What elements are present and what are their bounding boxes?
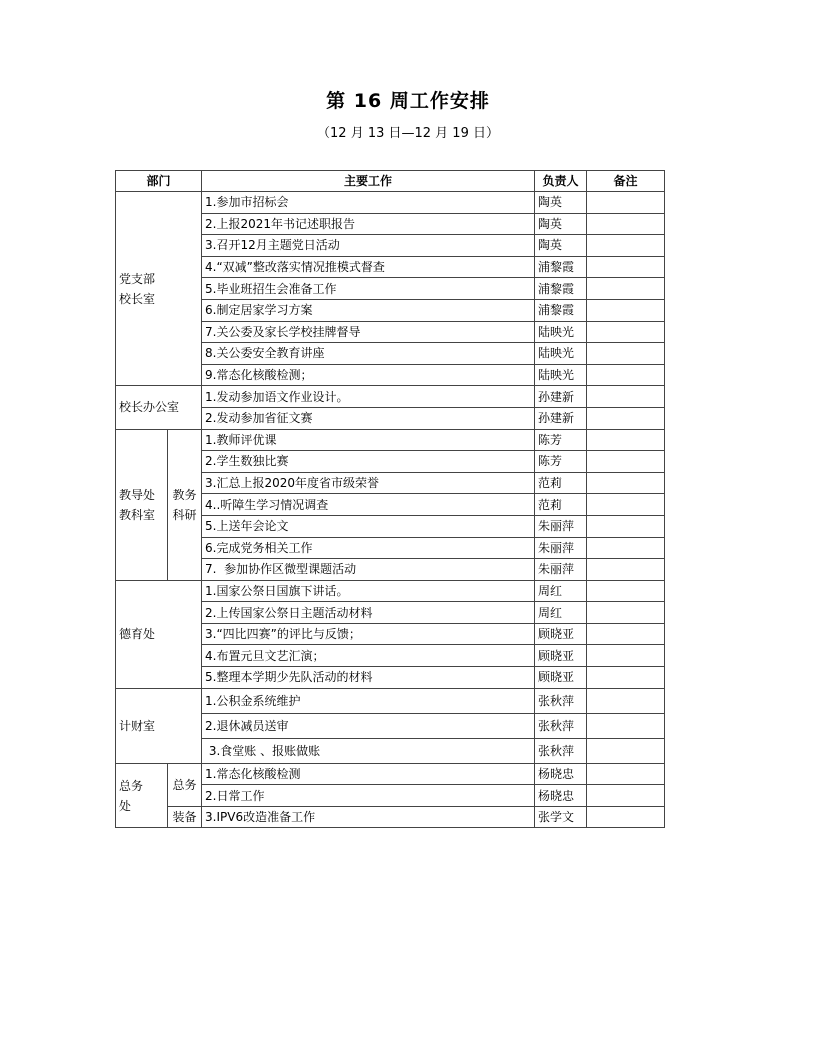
owner-cell: 范莉 xyxy=(535,494,587,516)
owner-cell: 范莉 xyxy=(535,472,587,494)
owner-cell: 张学文 xyxy=(535,806,587,828)
task-cell: 3.汇总上报2020年度省市级荣誉 xyxy=(202,472,535,494)
note-cell xyxy=(587,623,665,645)
note-cell xyxy=(587,321,665,343)
note-cell xyxy=(587,580,665,602)
task-cell: 1.教师评优课 xyxy=(202,429,535,451)
dept-teach: 教导处 教科室 xyxy=(116,429,168,580)
header-note: 备注 xyxy=(587,171,665,192)
note-cell xyxy=(587,537,665,559)
owner-cell: 陶英 xyxy=(535,235,587,257)
owner-cell: 陈芳 xyxy=(535,451,587,473)
owner-cell: 张秋萍 xyxy=(535,688,587,713)
owner-cell: 周红 xyxy=(535,602,587,624)
note-cell xyxy=(587,645,665,667)
note-cell xyxy=(587,602,665,624)
owner-cell: 杨晓忠 xyxy=(535,785,587,807)
task-cell: 5.整理本学期少先队活动的材料 xyxy=(202,667,535,689)
note-cell xyxy=(587,343,665,365)
owner-cell: 陆映光 xyxy=(535,321,587,343)
owner-cell: 周红 xyxy=(535,580,587,602)
task-cell: 5.毕业班招生会准备工作 xyxy=(202,278,535,300)
table-row xyxy=(116,580,665,602)
note-cell xyxy=(587,472,665,494)
note-cell xyxy=(587,688,665,713)
note-cell xyxy=(587,806,665,828)
dept-general-sub2: 装备 xyxy=(168,806,202,828)
owner-cell: 浦黎霞 xyxy=(535,278,587,300)
owner-cell: 顾晓亚 xyxy=(535,623,587,645)
task-cell: 1.参加市招标会 xyxy=(202,192,535,214)
owner-cell: 陆映光 xyxy=(535,364,587,386)
task-cell: 7. 参加协作区微型课题活动 xyxy=(202,559,535,581)
task-cell: 7.关公委及家长学校挂牌督导 xyxy=(202,321,535,343)
table-row xyxy=(116,763,665,785)
note-cell xyxy=(587,429,665,451)
dept-finance: 计财室 xyxy=(116,688,202,763)
dept-general-sub1: 总务 xyxy=(168,763,202,806)
note-cell xyxy=(587,235,665,257)
task-cell: 2.日常工作 xyxy=(202,785,535,807)
table-header-row xyxy=(116,171,665,192)
owner-cell: 朱丽萍 xyxy=(535,559,587,581)
task-cell: 1.公积金系统维护 xyxy=(202,688,535,713)
header-dept: 部门 xyxy=(116,171,202,192)
note-cell xyxy=(587,192,665,214)
note-cell xyxy=(587,364,665,386)
owner-cell: 张秋萍 xyxy=(535,713,587,738)
note-cell xyxy=(587,515,665,537)
note-cell xyxy=(587,386,665,408)
owner-cell: 朱丽萍 xyxy=(535,515,587,537)
task-cell: 5.上送年会论文 xyxy=(202,515,535,537)
task-cell: 9.常态化核酸检测； xyxy=(202,364,535,386)
dept-moral: 德育处 xyxy=(116,580,202,688)
note-cell xyxy=(587,299,665,321)
task-cell: 1.常态化核酸检测 xyxy=(202,763,535,785)
table-row xyxy=(116,192,665,214)
owner-cell: 陆映光 xyxy=(535,343,587,365)
task-cell: 4.布置元旦文艺汇演； xyxy=(202,645,535,667)
table-row xyxy=(116,806,665,828)
owner-cell: 孙建新 xyxy=(535,407,587,429)
task-cell: 4..听障生学习情况调查 xyxy=(202,494,535,516)
note-cell xyxy=(587,451,665,473)
note-cell xyxy=(587,785,665,807)
dept-teach-sub: 教务 科研 xyxy=(168,429,202,580)
task-cell: 2.上报2021年书记述职报告 xyxy=(202,213,535,235)
owner-cell: 孙建新 xyxy=(535,386,587,408)
page-title: 第 16 周工作安排 xyxy=(326,90,490,112)
dept-office: 校长办公室 xyxy=(116,386,202,429)
task-cell: 2.退休减员送审 xyxy=(202,713,535,738)
owner-cell: 顾晓亚 xyxy=(535,645,587,667)
task-cell: 6.完成党务相关工作 xyxy=(202,537,535,559)
table-row xyxy=(116,429,665,451)
header-task: 主要工作 xyxy=(202,171,535,192)
note-cell xyxy=(587,763,665,785)
task-cell: 6.制定居家学习方案 xyxy=(202,299,535,321)
task-cell: 1.发动参加语文作业设计。 xyxy=(202,386,535,408)
task-cell: 2.发动参加省征文赛 xyxy=(202,407,535,429)
task-cell: 4.“双减”整改落实情况推模式督查 xyxy=(202,256,535,278)
note-cell xyxy=(587,256,665,278)
owner-cell: 杨晓忠 xyxy=(535,763,587,785)
note-cell xyxy=(587,559,665,581)
dept-party: 党支部 校长室 xyxy=(116,192,202,386)
task-cell: 2.学生数独比赛 xyxy=(202,451,535,473)
task-cell: 3.食堂账 、报账做账 xyxy=(202,738,535,763)
owner-cell: 张秋萍 xyxy=(535,738,587,763)
note-cell xyxy=(587,278,665,300)
task-cell: 8.关公委安全教育讲座 xyxy=(202,343,535,365)
owner-cell: 陶英 xyxy=(535,213,587,235)
task-cell: 1.国家公祭日国旗下讲话。 xyxy=(202,580,535,602)
note-cell xyxy=(587,713,665,738)
task-cell: 3.召开12月主题党日活动 xyxy=(202,235,535,257)
note-cell xyxy=(587,407,665,429)
task-cell: 3.IPV6改造准备工作 xyxy=(202,806,535,828)
owner-cell: 陶英 xyxy=(535,192,587,214)
task-cell: 2.上传国家公祭日主题活动材料 xyxy=(202,602,535,624)
dept-general: 总务 处 xyxy=(116,763,168,828)
schedule-table xyxy=(115,170,665,828)
note-cell xyxy=(587,213,665,235)
header-owner: 负责人 xyxy=(535,171,587,192)
table-row xyxy=(116,688,665,713)
note-cell xyxy=(587,494,665,516)
owner-cell: 陈芳 xyxy=(535,429,587,451)
owner-cell: 浦黎霞 xyxy=(535,299,587,321)
note-cell xyxy=(587,667,665,689)
date-range: （12 月 13 日—12 月 19 日） xyxy=(317,126,499,141)
note-cell xyxy=(587,738,665,763)
owner-cell: 朱丽萍 xyxy=(535,537,587,559)
table-row xyxy=(116,386,665,408)
task-cell: 3.“四比四赛”的评比与反馈； xyxy=(202,623,535,645)
owner-cell: 浦黎霞 xyxy=(535,256,587,278)
owner-cell: 顾晓亚 xyxy=(535,667,587,689)
